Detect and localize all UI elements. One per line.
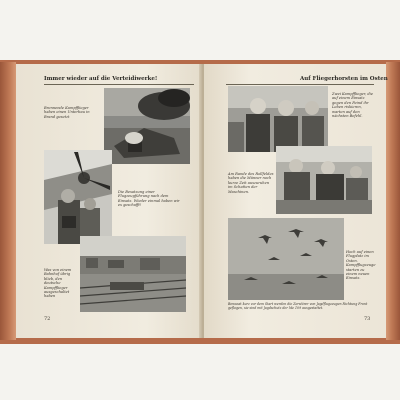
photo-destroyed-station [80,236,186,312]
left-header-rule [44,84,194,85]
left-cover-edge [0,62,16,340]
photo-burning-aircraft [104,88,190,164]
caption-burning: Brennende Kampfflieger haben einen Unterbau in Brand gesetzt [44,106,90,119]
caption-station: Was von einem Bahnhof übrig blieb, den deutsche Kampfflieger ausgeschaltet haben [44,268,72,299]
photo-men-resting [276,146,372,214]
photo-aircraft-formation [228,218,344,300]
caption-officers: Zwei Kampfflieger, die auf einem Einsatz gegen den Feind ihr Leben riskieren, warten auf den nächsten Befehl. [332,92,373,119]
left-page-header: Immer wieder auf die Verteidiwerke! [44,76,158,82]
left-page-number: 72 [44,316,51,322]
right-page-number: 73 [364,316,371,322]
right-cover-edge [386,62,400,340]
caption-aircrew: Die Besatzung einer Flugzeugführung nach dem Einsatz. Wieder einmal haben wir es geschafft! [118,190,180,208]
right-header-rule [226,84,374,85]
photo-aircrew-propeller [44,150,112,244]
caption-resting: Am Rande des Rollfeldes haben die Männer noch kurze Zeit auszuruhen im Schatten der Maschinen. [228,172,274,194]
right-page-header: Auf Fliegerhorsten im Osten [300,76,388,82]
caption-formation: Hoch auf einen Flugplatz im Osten. Kampfflugzeuge starten zu einem neuen Einsatz. [346,250,376,281]
caption-bottom: Bewusst kurz vor dem Start werden die Zerstörer von Jagdflugzeugen Richtung Front geflogen, sie sind mit Jagdschutz der Me 109 ausgestattet. [228,302,368,310]
photo-officers-group [228,86,328,152]
